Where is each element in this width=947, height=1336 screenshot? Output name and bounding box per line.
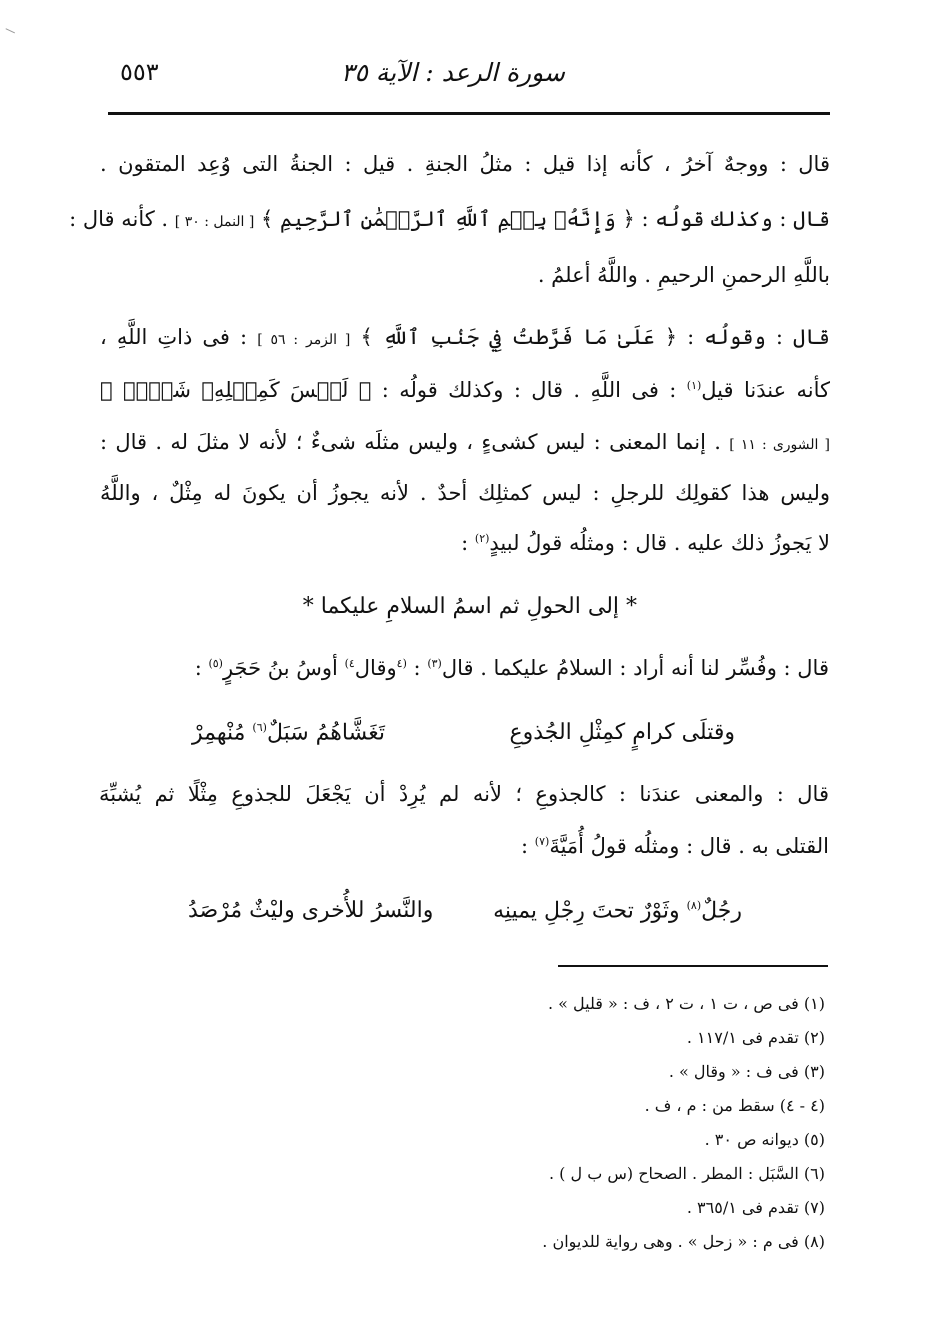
verse-umayya-second-hemistich: والنَّسرُ للأُخرى وليْثٌ مُرْصَدُ <box>188 898 434 923</box>
paragraph-2-line-1 <box>100 327 830 348</box>
paragraph-1-line-1: قال : ووجهٌ آخرُ ، كأنه إذا قيل : مثلُ الجنةِ . قيل : الجنةُ التى وُعِد المتقون . <box>100 152 830 176</box>
verse-umayya-first-hemistich <box>493 900 742 922</box>
footnote-5: (٥) ديوانه ص ٣٠ . <box>704 1130 825 1149</box>
footnote-marker: (٢) <box>474 532 490 545</box>
text-segment: : فى ذاتِ اللَّهِ ، <box>100 325 248 349</box>
footnote-marker: (٨) <box>686 899 702 912</box>
footnote-3: (٣) فى ف : « وقال » . <box>668 1062 825 1081</box>
text-segment: وقال <box>354 656 397 680</box>
paragraph-1-line-2 <box>69 207 830 231</box>
scan-margin-mark <box>3 28 15 39</box>
text-segment: وثَوْرٌ تحتَ رِجْلِ يمينِه <box>493 898 680 924</box>
text-segment: القتلى به . قال : ومثلُه قولُ أُمَيَّةَ <box>549 834 829 858</box>
page-number: ٥٥٣ <box>120 58 159 86</box>
text-segment: رجُلٌ <box>701 898 742 924</box>
text-segment: مُنْهمِرْ <box>192 720 246 746</box>
footnote-7: (٧) تقدم فى ٣٦٥/١ . <box>686 1198 825 1217</box>
header-rule <box>108 112 830 115</box>
quran-quote-naml: قال : وكذلك قولُه : ﴿ وَإِنَّهُۥ بِسۡمِ ٱللَّهِ ٱلرَّحۡمَٰنِ ٱلرَّحِيمِ ﴾ <box>261 207 830 231</box>
footnote-marker: (٦) <box>252 721 267 734</box>
footnote-marker: (١) <box>686 379 702 392</box>
footnote-separator <box>558 965 828 967</box>
text-segment: تَغَشَّاهُمُ سَبَلٌ <box>266 720 385 746</box>
text-segment: قال : وفُسِّر لنا أنه أراد : السلامُ عليكما . قال <box>441 656 829 680</box>
text-segment: : <box>521 834 529 858</box>
paragraph-2-line-2 <box>100 380 830 401</box>
text-segment: : <box>413 656 421 680</box>
verse-labid: * إلى الحولِ ثم اسمُ السلامِ عليكما * <box>302 594 637 619</box>
paragraph-4-line-2 <box>521 836 829 857</box>
footnote-marker: (٤ <box>396 657 407 670</box>
text-segment: . إنما المعنى : ليس كشىءٍ ، وليس مثلَه شىءٌ ؛ لأنه لا مثلَ له . قال : <box>100 430 721 454</box>
paragraph-3-line-1 <box>195 658 829 679</box>
paragraph-2-line-3 <box>100 432 830 453</box>
text-segment: لا يَجوزُ ذلك عليه . قال : ومثلُه قولُ لبيدٍ <box>489 531 830 555</box>
footnote-8: (٨) فى م : « زحل » . وهى رواية للديوان . <box>542 1232 825 1251</box>
surah-reference: [ الشورى : ١١ ] <box>729 437 830 453</box>
surah-reference: [ النمل : ٣٠ ] <box>174 214 255 230</box>
verse-aws-first-hemistich: وقتلَى كرامٍ كمِثْلِ الجُذوعِ <box>509 720 735 745</box>
text-segment: : فى اللَّهِ . قال : وكذلك قولُه : ﴿ لَيۡسَ كَمِثۡلِهِۦ شَيۡءٞ ﴾ <box>100 378 677 402</box>
text-segment: : <box>194 656 202 680</box>
paragraph-4-line-1: قال : والمعنى عندَنا : كالجذوعِ ؛ لأنه لم يُرِدْ أن يَجْعَلَ للجذوعِ مِثْلًا ثم يُشبِّهَ <box>99 782 829 806</box>
header-title: سورة الرعد : الآية ٣٥ <box>340 58 565 87</box>
text-segment: كأنه عندَنا قيل <box>701 378 830 402</box>
quran-quote-zumar: قال : وقولُه : ﴿ عَلَىٰ مَا فَرَّطتُ فِي جَنۢبِ ٱللَّهِ ﴾ <box>360 325 830 349</box>
surah-reference: [ الزمر : ٥٦ ] <box>257 332 351 348</box>
running-header <box>108 58 830 98</box>
paragraph-1-line-3: باللَّهِ الرحمنِ الرحيمِ . واللَّهُ أعلمُ . <box>537 263 830 287</box>
text-segment: أوسُ بنُ حَجَرٍ <box>222 656 338 680</box>
footnote-2: (٢) تقدم فى ١١٧/١ . <box>686 1028 825 1047</box>
footnote-marker: (٧) <box>534 835 550 848</box>
paragraph-2-line-5 <box>461 533 830 554</box>
footnote-6: (٦) السَّبَل : المطر . الصحاح (س ب ل ) . <box>549 1164 825 1183</box>
footnote-4: (٤ - ٤) سقط من : م ، ف . <box>644 1096 825 1115</box>
paragraph-2-line-4: وليس هذا كقولِك للرجلِ : ليس كمثلِك أحدٌ . لأنه يجوزُ أن يكونَ له مِثْلٌ ، واللَّهُ <box>100 481 830 505</box>
footnote-marker: (٥) <box>208 657 223 670</box>
text-segment: . كأنه قال : <box>69 207 169 231</box>
text-segment: : <box>461 531 469 555</box>
footnote-1: (١) فى ص ، ت ١ ، ت ٢ ، ف : « قليل » . <box>547 994 825 1013</box>
verse-aws-second-hemistich <box>192 722 385 744</box>
footnote-marker: (٣) <box>427 657 442 670</box>
footnote-marker: ٤) <box>344 657 355 670</box>
